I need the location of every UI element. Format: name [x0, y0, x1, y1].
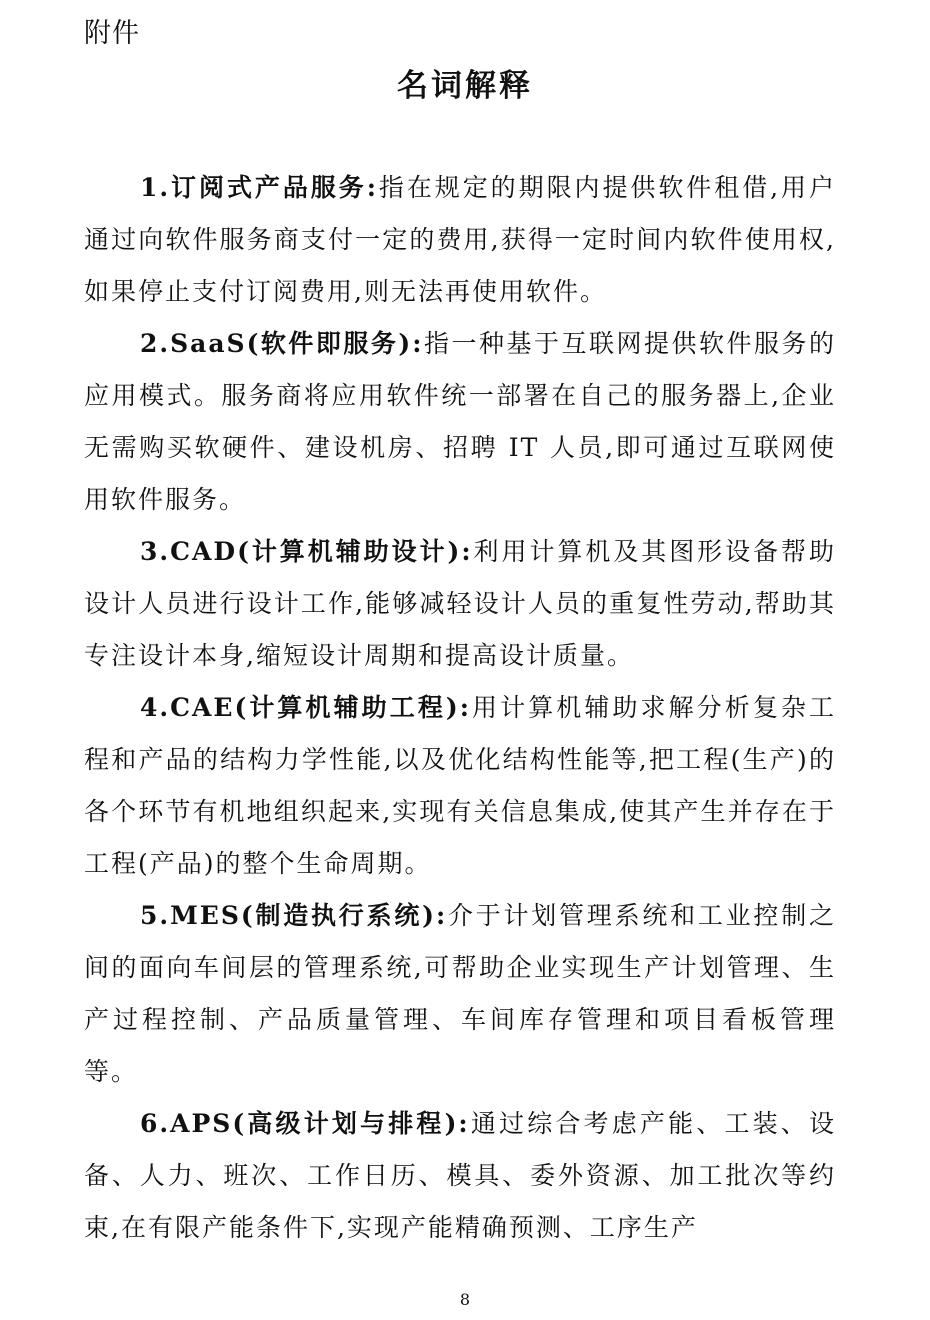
term-cad — [84, 526, 836, 682]
term-heading: 5.MES(制造执行系统): — [140, 901, 448, 930]
term-mes — [84, 890, 836, 1098]
term-saas — [84, 318, 836, 526]
term-heading: 4.CAE(计算机辅助工程): — [140, 693, 471, 722]
glossary-body — [84, 162, 836, 1254]
term-subscription-service — [84, 162, 836, 318]
term-definition: 用计算机辅助求解分析复杂工程和产品的结构力学性能,以及优化结构性能等,把工程(生产)的各个环节有机地组织起来,实现有关信息集成,使其产生并存在于工程(产品)的整个生命周期。 — [84, 693, 836, 878]
term-definition: 通过综合考虑产能、工装、设备、人力、班次、工作日历、模具、委外资源、加工批次等约束,在有限产能条件下,实现产能精确预测、工序生产 — [84, 1109, 836, 1242]
term-heading: 3.CAD(计算机辅助设计): — [140, 537, 473, 566]
page-title: 名词解释 — [397, 68, 533, 104]
attachment-label: 附件 — [84, 18, 140, 49]
term-heading: 1.订阅式产品服务: — [140, 173, 378, 202]
term-definition: 指在规定的期限内提供软件租借,用户通过向软件服务商支付一定的费用,获得一定时间内软件使用权,如果停止支付订阅费用,则无法再使用软件。 — [84, 173, 836, 306]
term-heading: 6.APS(高级计划与排程): — [140, 1109, 470, 1138]
term-definition: 介于计划管理系统和工业控制之间的面向车间层的管理系统,可帮助企业实现生产计划管理、生产过程控制、产品质量管理、车间库存管理和项目看板管理等。 — [84, 901, 836, 1086]
page-number: 8 — [459, 1290, 471, 1309]
term-definition: 利用计算机及其图形设备帮助设计人员进行设计工作,能够减轻设计人员的重复性劳动,帮助其专注设计本身,缩短设计周期和提高设计质量。 — [84, 537, 836, 670]
term-aps — [84, 1098, 836, 1254]
term-definition: 指一种基于互联网提供软件服务的应用模式。服务商将应用软件统一部署在自己的服务器上,企业无需购买软硬件、建设机房、招聘 IT 人员,即可通过互联网使用软件服务。 — [84, 329, 836, 514]
term-heading: 2.SaaS(软件即服务): — [140, 329, 424, 358]
term-cae — [84, 682, 836, 890]
